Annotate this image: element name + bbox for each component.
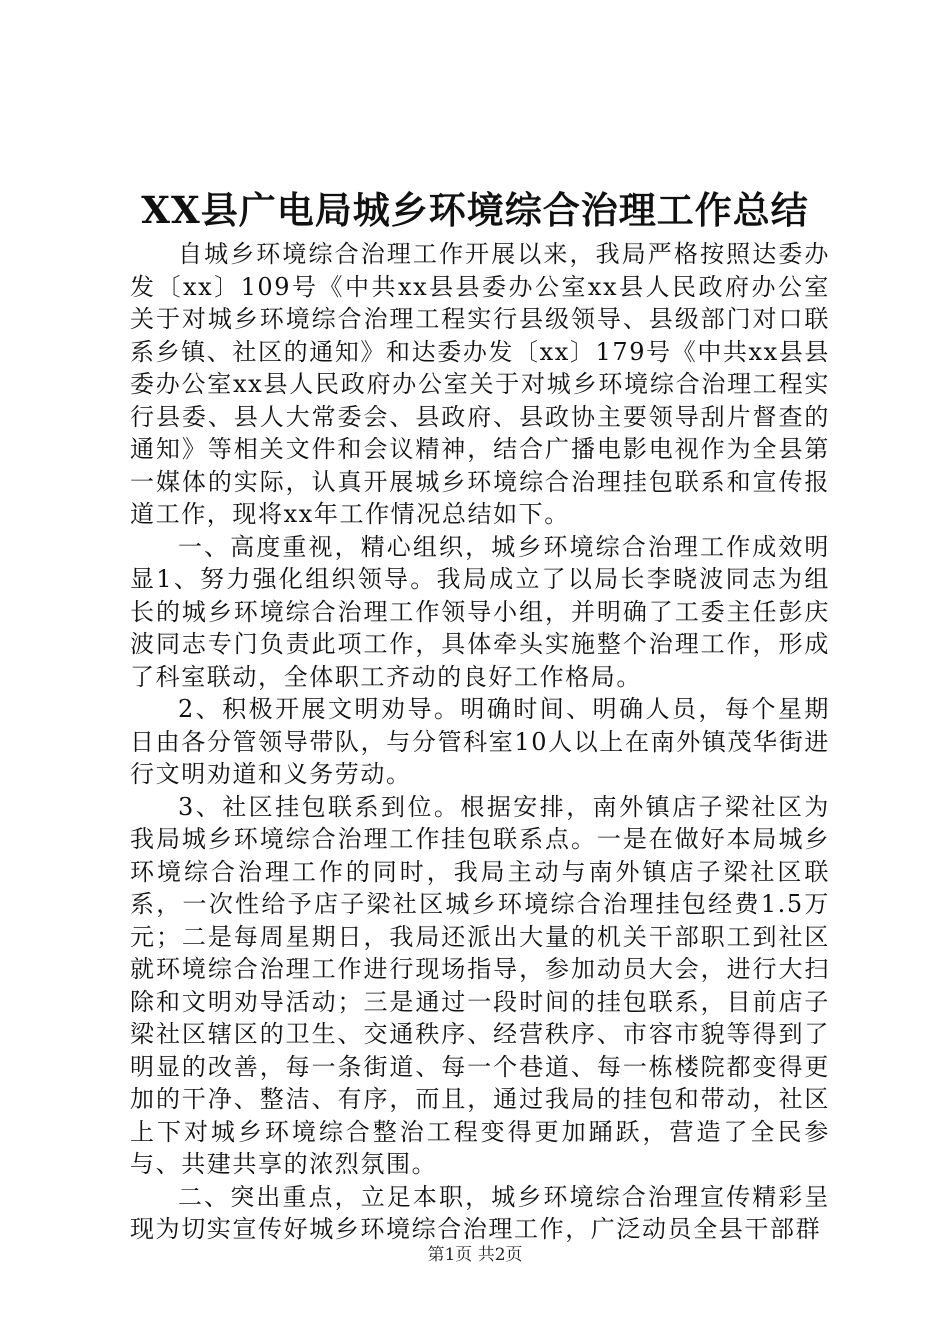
item-three-paragraph: 3、社区挂包联系到位。根据安排，南外镇店子梁社区为我局城乡环境综合治理工作挂包联系点。一是在做好本局城乡环境综合治理工作的同时，我局主动与南外镇店子梁社区联系，一次性给予店子梁社区城乡环境综合治理挂包经费1.5万元；二是每周星期日，我局还派出大量的机关干部职工到社区就环境综合治理工作进行现场指导，参加动员大会，进行大扫除和文明劝导活动；三是通过一段时间的挂包联系，目前店子梁社区辖区的卫生、交通秩序、经营秩序、市容市貌等得到了明显的改善，每一条街道、每一个巷道、每一栋楼院都变得更加的干净、整洁、有序，而且，通过我局的挂包和带动，社区上下对城乡环境综合整治工程变得更加踊跃，营造了全民参与、共建共享的浓烈氛围。 bbox=[130, 792, 830, 1178]
document-body bbox=[130, 238, 830, 1246]
page-number-footer: 第1页 共2页 bbox=[427, 1245, 523, 1265]
item-two-paragraph: 2、积极开展文明劝导。明确时间、明确人员，每个星期日由各分管领导带队，与分管科室10人以上在南外镇茂华街进行文明劝道和义务劳动。 bbox=[130, 695, 830, 788]
intro-paragraph: 自城乡环境综合治理工作开展以来，我局严格按照达委办发〔xx〕109号《中共xx县县委办公室xx县人民政府办公室关于对城乡环境综合治理工程实行县级领导、县级部门对口联系乡镇、社区的通知》和达委办发〔xx〕179号《中共xx县县委办公室xx县人民政府办公室关于对城乡环境综合治理工程实行县委、县人大常委会、县政府、县政协主要领导刮片督查的通知》等相关文件和会议精神，结合广播电影电视作为全县第一媒体的实际，认真开展城乡环境综合治理挂包联系和宣传报道工作，现将xx年工作情况总结如下。 bbox=[130, 240, 830, 528]
section-two-paragraph: 二、突出重点，立足本职，城乡环境综合治理宣传精彩呈现为切实宣传好城乡环境综合治理工作，广泛动员全县干部群 bbox=[130, 1182, 830, 1243]
section-one-paragraph: 一、高度重视，精心组织，城乡环境综合治理工作成效明显1、努力强化组织领导。我局成立了以局长李晓波同志为组长的城乡环境综合治理工作领导小组，并明确了工委主任彭庆波同志专门负责此项工作，具体牵头实施整个治理工作，形成了科室联动，全体职工齐动的良好工作格局。 bbox=[130, 532, 830, 691]
document-title: XX县广电局城乡环境综合治理工作总结 bbox=[141, 188, 809, 232]
